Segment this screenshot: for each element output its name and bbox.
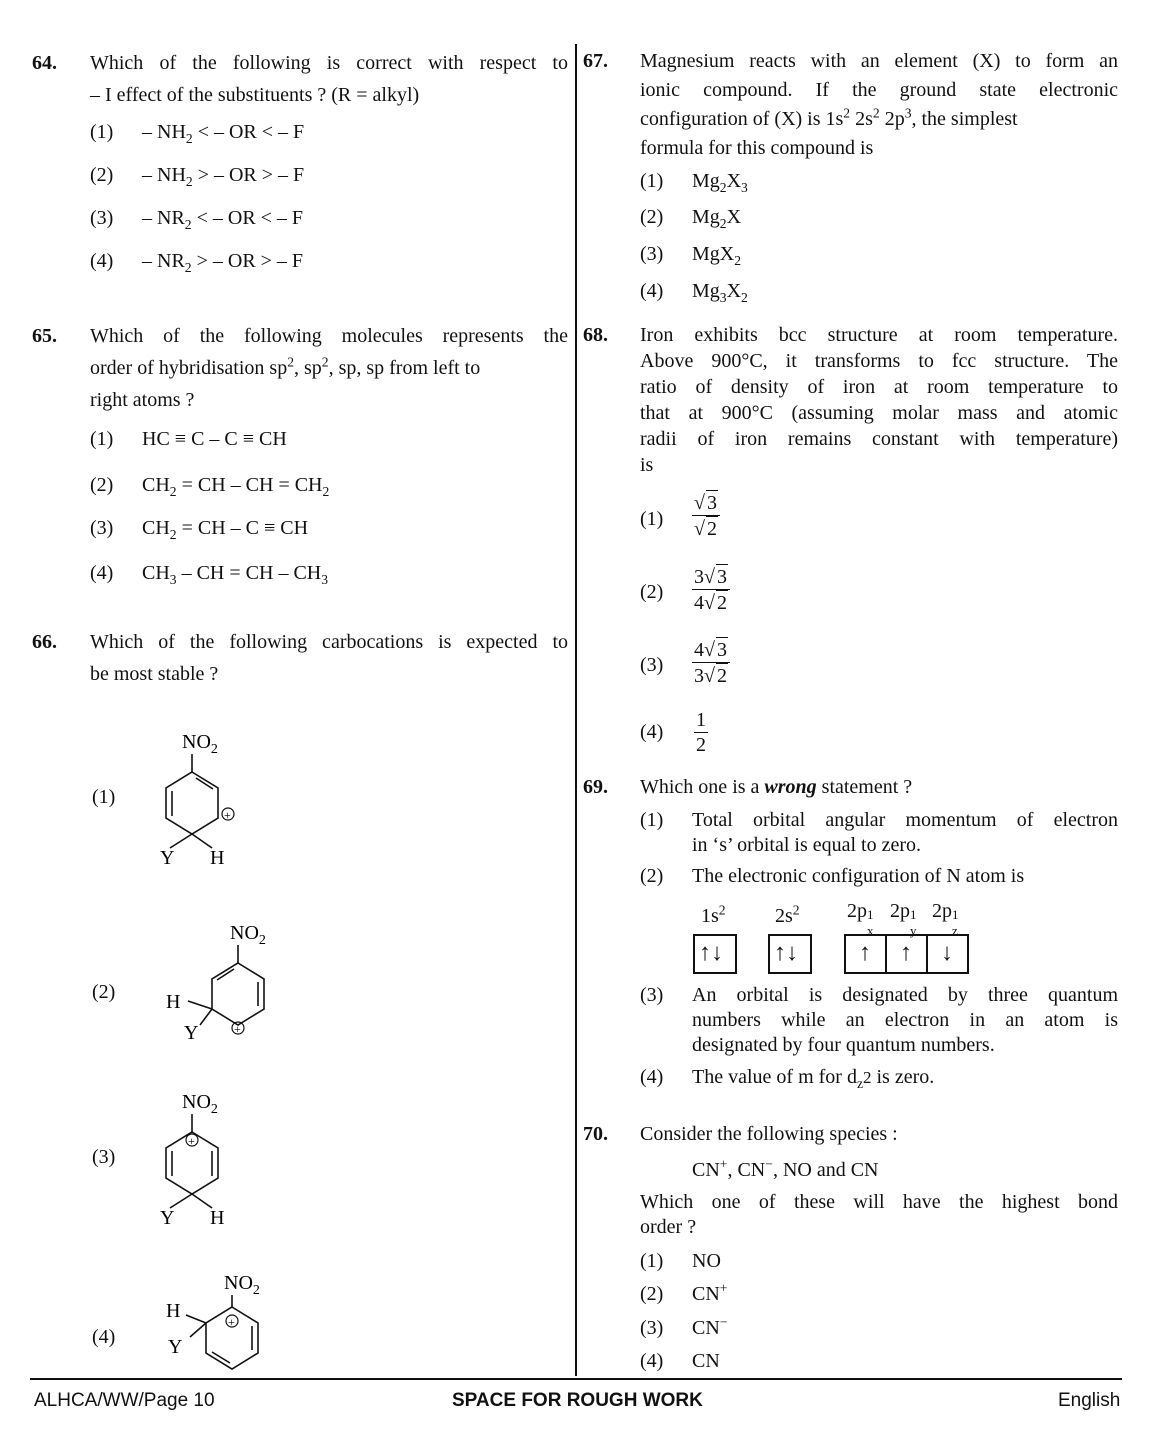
option-number: (3) bbox=[640, 243, 664, 265]
question-text: that at 900°C (assuming molar mass and atomic bbox=[640, 402, 1118, 424]
option-number: (4) bbox=[640, 280, 664, 302]
question-66 bbox=[32, 627, 572, 697]
carbocation-structure-1 bbox=[140, 722, 260, 872]
option-text: – $NR_2$ < – OR < – F bbox=[142, 207, 304, 232]
option-text: – $NH_2$ < – OR < – F bbox=[142, 121, 305, 146]
option-text: CN+ bbox=[692, 1280, 728, 1305]
question-text: – I effect of the substituents ? (R = alkyl) bbox=[90, 84, 420, 106]
option-text: numbers while an electron in an atom is bbox=[692, 1009, 1118, 1031]
question-number: 69. bbox=[583, 776, 608, 798]
option-text: $CH_2$ = CH – C ≡ CH bbox=[142, 517, 309, 542]
option-text: $Mg_2X$ bbox=[692, 206, 742, 231]
h-label: H bbox=[166, 991, 181, 1013]
option-text: $Mg_3X_2$ bbox=[692, 280, 748, 305]
spin-arrow-2px: ↑ bbox=[859, 940, 871, 966]
fraction: $\frac{4√ 3}{3√ 2}$ bbox=[692, 637, 730, 688]
option-number: (1) bbox=[640, 1250, 664, 1272]
option-number: (1) bbox=[640, 508, 664, 530]
option-number: (2) bbox=[640, 865, 664, 887]
svg-text:+: + bbox=[228, 1315, 235, 1329]
orbital-boxes bbox=[690, 932, 975, 976]
fraction: $\frac{3√ 3}{4√ 2}$ bbox=[692, 564, 730, 615]
question-text: Which of the following is correct with respect to bbox=[90, 52, 568, 74]
option-number: (3) bbox=[640, 1317, 664, 1339]
question-text: order ? bbox=[640, 1216, 697, 1238]
option-text: The value of m for $d_z2$ is zero. bbox=[692, 1066, 935, 1091]
option-text: NO bbox=[692, 1250, 721, 1272]
option-number: (3) bbox=[90, 207, 114, 229]
option-text: MgX$_2$ bbox=[692, 243, 742, 268]
option-number: (4) bbox=[90, 562, 114, 584]
svg-text:+: + bbox=[224, 808, 231, 822]
footer-language: English bbox=[1058, 1390, 1121, 1411]
question-text: formula for this compound is bbox=[640, 137, 874, 159]
option-text: $CH_3$ – CH = CH – $CH_3$ bbox=[142, 562, 329, 587]
option-number: (2) bbox=[92, 981, 116, 1003]
question-text: Which one of these will have the highest bond bbox=[640, 1191, 1118, 1213]
option-text: $CH_2$ = CH – CH = $CH_2$ bbox=[142, 474, 330, 499]
option-text: designated by four quantum numbers. bbox=[692, 1034, 995, 1056]
spin-arrows-2s: ↑↓ bbox=[774, 940, 798, 966]
no2-label: $NO_2$ bbox=[182, 1091, 218, 1117]
spin-arrow-2py: ↑ bbox=[900, 940, 912, 966]
config-label-2py: 2p 1 y bbox=[890, 900, 917, 938]
question-text: ionic compound. If the ground state electronic bbox=[640, 79, 1118, 101]
option-number: (4) bbox=[640, 1350, 664, 1372]
column-divider bbox=[575, 44, 577, 1376]
option-number: (4) bbox=[92, 1326, 116, 1348]
config-label-2s: $2s^2$ bbox=[775, 902, 800, 927]
option-number: (4) bbox=[640, 721, 664, 743]
option-text: Total orbital angular momentum of electron bbox=[692, 809, 1118, 831]
no2-label: $NO_2$ bbox=[230, 922, 266, 948]
option-number: (2) bbox=[640, 206, 664, 228]
h-label: H bbox=[210, 847, 225, 869]
option-number: (3) bbox=[92, 1146, 116, 1168]
option-number: (1) bbox=[640, 170, 664, 192]
question-text: Which of the following carbocations is expected to bbox=[90, 631, 568, 653]
question-text: is bbox=[640, 454, 654, 476]
option-text: CN bbox=[692, 1350, 720, 1372]
fraction: $\frac{1}{2}$ bbox=[696, 709, 706, 756]
footer-page-code: ALHCA/WW/Page 10 bbox=[34, 1390, 215, 1411]
question-text: configuration of (X) is $1s^2$ $2s^2$ $2p^3$, the simplest bbox=[640, 105, 1018, 130]
question-number: 65. bbox=[32, 325, 57, 347]
option-number: (3) bbox=[90, 517, 114, 539]
option-text: An orbital is designated by three quantum bbox=[692, 984, 1118, 1006]
option-text: in ‘s’ orbital is equal to zero. bbox=[692, 834, 922, 856]
question-64 bbox=[32, 48, 572, 118]
question-text: Which one is a wrong statement ? bbox=[640, 776, 913, 798]
option-number: (2) bbox=[90, 474, 114, 496]
option-number: (4) bbox=[640, 1066, 664, 1088]
carbocation-structure-2 bbox=[160, 915, 290, 1050]
spin-arrow-2pz: ↓ bbox=[941, 940, 953, 966]
y-label: Y bbox=[184, 1022, 199, 1044]
option-text: CN− bbox=[692, 1314, 728, 1339]
config-label-2px: 2p 1 x bbox=[847, 900, 874, 938]
y-label: Y bbox=[168, 1336, 183, 1358]
y-label: Y bbox=[160, 1207, 175, 1229]
svg-text:+: + bbox=[234, 1022, 241, 1036]
question-text: be most stable ? bbox=[90, 663, 219, 685]
question-number: 70. bbox=[583, 1123, 608, 1145]
question-text: ratio of density of iron at room temperature to bbox=[640, 376, 1118, 398]
carbocation-structure-4 bbox=[160, 1265, 290, 1375]
spin-arrows-1s: ↑↓ bbox=[699, 940, 723, 966]
option-number: (2) bbox=[640, 581, 664, 603]
question-text: radii of iron remains constant with temperature) bbox=[640, 428, 1118, 450]
svg-text:+: + bbox=[188, 1134, 195, 1148]
option-number: (1) bbox=[92, 786, 116, 808]
no2-label: $NO_2$ bbox=[182, 731, 218, 757]
option-number: (2) bbox=[90, 164, 114, 186]
question-65 bbox=[32, 321, 572, 421]
y-label: Y bbox=[160, 847, 175, 869]
species-list: CN+, CN−, NO and CN bbox=[692, 1156, 879, 1181]
option-number: (2) bbox=[640, 1283, 664, 1305]
question-text: Above 900°C, it transforms to fcc structure. The bbox=[640, 350, 1118, 372]
question-text: right atoms ? bbox=[90, 389, 195, 411]
carbocation-structure-3 bbox=[140, 1082, 260, 1232]
option-number: (1) bbox=[640, 809, 664, 831]
question-text: Which of the following molecules represents the bbox=[90, 325, 568, 347]
option-number: (4) bbox=[90, 250, 114, 272]
option-text: – $NH_2$ > – OR > – F bbox=[142, 164, 305, 189]
question-number: 64. bbox=[32, 52, 57, 74]
option-text: HC ≡ C – C ≡ CH bbox=[142, 428, 287, 450]
footer-rule bbox=[30, 1378, 1122, 1380]
option-text: The electronic configuration of N atom is bbox=[692, 865, 1025, 887]
question-text: order of hybridisation $sp^2$, $sp^2$, sp, sp from left to bbox=[90, 354, 481, 379]
option-text: – $NR_2$ > – OR > – F bbox=[142, 250, 304, 275]
footer-rough-work: SPACE FOR ROUGH WORK bbox=[452, 1390, 703, 1411]
option-number: (3) bbox=[640, 984, 664, 1006]
config-label-1s: $1s^2$ bbox=[701, 902, 726, 927]
question-number: 67. bbox=[583, 50, 608, 72]
no2-label: $NO_2$ bbox=[224, 1272, 260, 1298]
question-number: 66. bbox=[32, 631, 57, 653]
question-number: 68. bbox=[583, 324, 608, 346]
option-number: (1) bbox=[90, 428, 114, 450]
question-text: Magnesium reacts with an element (X) to form an bbox=[640, 50, 1118, 72]
question-text: Consider the following species : bbox=[640, 1123, 898, 1145]
question-text: Iron exhibits bcc structure at room temperature. bbox=[640, 324, 1118, 346]
h-label: H bbox=[210, 1207, 225, 1229]
option-number: (3) bbox=[640, 654, 664, 676]
option-number: (1) bbox=[90, 121, 114, 143]
fraction: $\frac{√ 3}{√ 2}$ bbox=[692, 490, 720, 541]
config-label-2pz: 2p 1 z bbox=[932, 900, 959, 938]
option-text: $Mg_2X_3$ bbox=[692, 170, 748, 195]
h-label: H bbox=[166, 1300, 181, 1322]
